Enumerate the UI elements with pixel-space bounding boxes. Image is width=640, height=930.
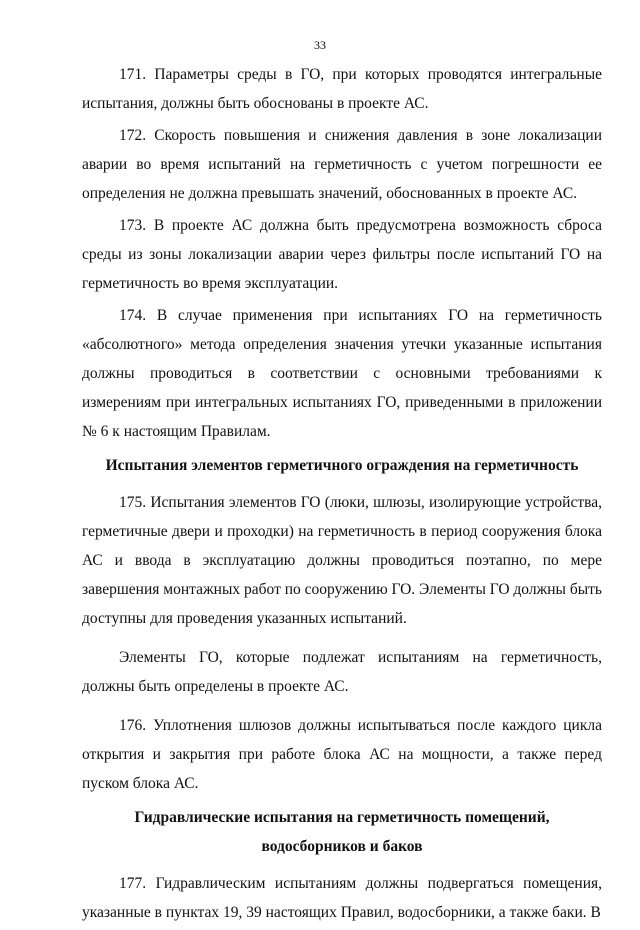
paragraph-175: 175. Испытания элементов ГО (люки, шлюзы, изолирующие устройства, герметичные двери и проходки) на герметичность в период сооружения блока АС и ввода в эксплуатацию должны проводиться поэтапно, по мере завершения монтажных работ по сооружению ГО. Элементы ГО должны быть доступны для проведения указанных испытаний.: [82, 494, 602, 627]
paragraph-176: 176. Уплотнения шлюзов должны испытываться после каждого цикла открытия и закрытия при работе блока АС на мощности, а также перед пуском блока АС.: [82, 717, 602, 792]
paragraph-173: 173. В проекте АС должна быть предусмотрена возможность сброса среды из зоны локализации аварии через фильтры после испытаний ГО на герметичность во время эксплуатации.: [82, 217, 602, 292]
paragraph-177: 177. Гидравлическим испытаниям должны подвергаться помещения, указанные в пунктах 19, 39 настоящих Правил, водосборники, а также баки. В: [82, 875, 602, 921]
paragraph-175-continued: Элементы ГО, которые подлежат испытаниям на герметичность, должны быть определены в проекте АС.: [82, 649, 602, 695]
document-body: [82, 60, 602, 930]
paragraph-172: 172. Скорость повышения и снижения давления в зоне локализации аварии во время испытаний на герметичность с учетом погрешности ее определения не должна превышать значений, обоснованных в проекте АС.: [82, 127, 602, 202]
section-heading-elements: Испытания элементов герметичного ограждения на герметичность: [105, 457, 579, 474]
page-number: 33: [314, 38, 326, 52]
paragraph-174: 174. В случае применения при испытаниях ГО на герметичность «абсолютного» метода определения значения утечки указанные испытания должны проводиться в соответствии с основными требованиями к измерениям при интегральных испытаниях ГО, приведенными в приложении № 6 к настоящим Правилам.: [82, 307, 602, 440]
paragraph-171: 171. Параметры среды в ГО, при которых проводятся интегральные испытания, должны быть обоснованы в проекте АС.: [82, 66, 602, 112]
section-heading-hydraulic: Гидравлические испытания на герметичность помещений, водосборников и баков: [134, 809, 550, 855]
